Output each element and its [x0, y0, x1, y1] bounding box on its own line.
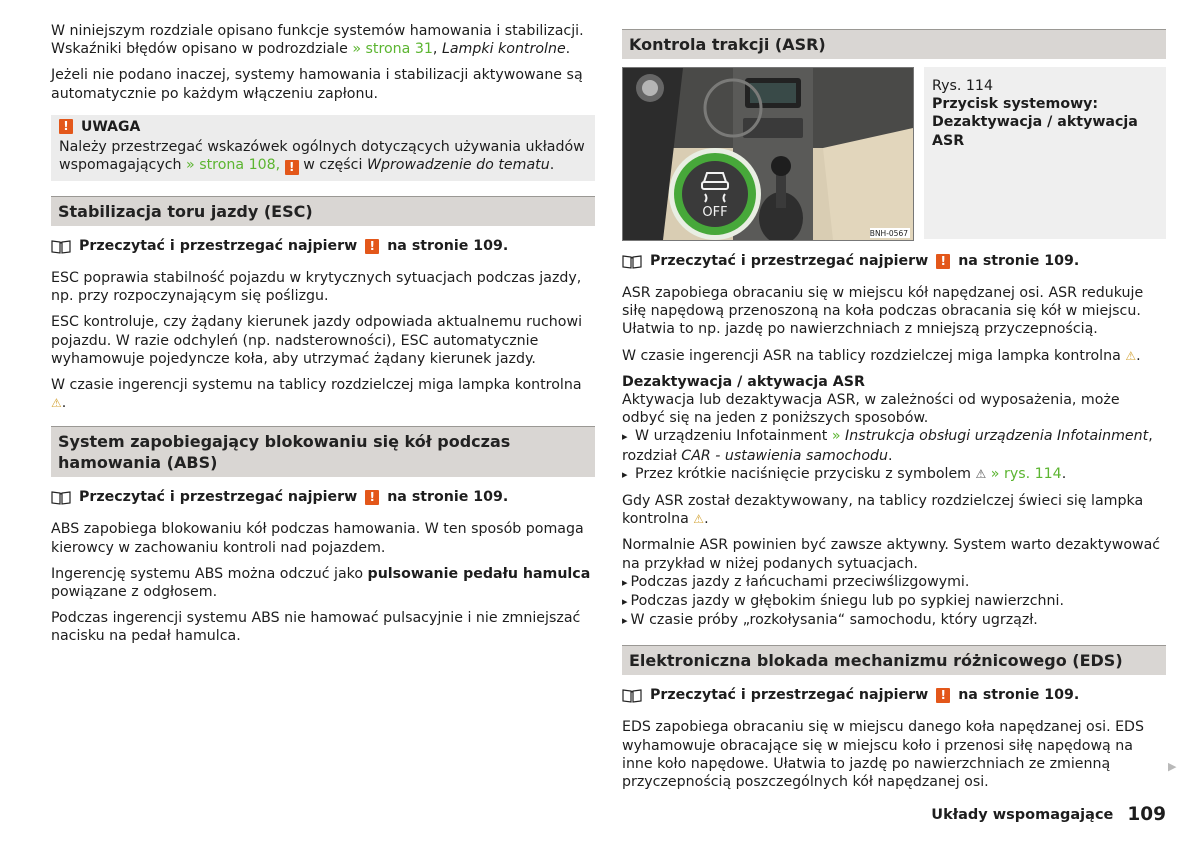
figure-code: BNH-0567: [869, 229, 908, 238]
intro-italic: Lampki kontrolne: [441, 41, 566, 58]
abs-p2-c: powiązane z odgłosem.: [51, 584, 218, 601]
figure-114: [622, 67, 1166, 241]
section-heading-eds: Elektroniczna blokada mechanizmu różnicowego (EDS): [622, 645, 1166, 675]
book-icon: [622, 688, 642, 703]
caution-link[interactable]: » strona 108,: [186, 157, 281, 174]
read-first-text: Przeczytać i przestrzegać najpierw: [650, 253, 929, 269]
read-first-note: [51, 237, 595, 255]
b2-text: Przez krótkie naciśnięcie przycisku z symbolem: [635, 465, 971, 482]
intro-paragraph: [51, 22, 595, 58]
warning-icon: !: [936, 688, 950, 703]
book-icon: [51, 239, 71, 254]
asr-button-off-label: OFF: [702, 205, 728, 220]
caution-text-b: w części: [298, 157, 367, 174]
intro-text: W niniejszym rozdziale opisano funkcje systemów hamowania i stabilizacji. Wskaźniki błędów opisano w podrozdziale: [51, 23, 584, 58]
abs-paragraph-2: [51, 565, 595, 601]
section-heading-esc: Stabilizacja toru jazdy (ESC): [51, 196, 595, 226]
asr-p4-text: Gdy ASR został dezaktywowany, na tablicy rozdzielczej świeci się lampka kontrolna: [622, 493, 1144, 528]
intro-sep: ,: [432, 41, 442, 58]
page-footer: [931, 804, 1166, 825]
asr-paragraph-5: Normalnie ASR powinien być zawsze aktywny. System warto dezaktywować na przykład w niżej podanych sytuacjach.: [622, 537, 1161, 572]
read-first-note: [51, 488, 595, 506]
caution-text: [59, 138, 587, 175]
b1-end: .: [888, 447, 893, 464]
list-item: ▸ W czasie próby „rozkołysania“ samochodu, który ugrzązł.: [622, 611, 1166, 630]
list-item: ▸ Podczas jazdy z łańcuchami przeciwślizgowymi.: [622, 573, 1166, 592]
read-first-page: na stronie 109.: [958, 687, 1080, 704]
b1-italic: Instrukcja obsługi urządzenia Infotainment: [845, 428, 1149, 445]
caution-header: [59, 119, 587, 135]
warning-icon: !: [936, 254, 950, 269]
page-link[interactable]: » strona 31: [352, 41, 433, 58]
esc-paragraph-3: W czasie ingerencji systemu na tablicy rozdzielczej miga lampka kontrolna ⚠.: [51, 377, 582, 412]
figure-number: Rys. 114: [932, 78, 993, 94]
esc-p3-text: W czasie ingerencji systemu na tablicy rozdzielczej miga lampka kontrolna: [51, 377, 582, 394]
caution-box: [51, 115, 595, 181]
warning-icon: !: [365, 490, 379, 505]
list-item: [622, 465, 1166, 484]
read-first-text: Przeczytać i przestrzegać najpierw: [650, 687, 929, 704]
abs-p2-bold: pulsowanie pedału hamulca: [367, 565, 591, 582]
traction-lamp-icon: ⚠: [693, 512, 705, 527]
book-icon: [51, 490, 71, 505]
caution-text-a: Należy przestrzegać wskazówek ogólnych dotyczących używania układów wspomagających: [59, 138, 585, 174]
read-first-note: [622, 252, 1166, 270]
intro-paragraph-2: Jeżeli nie podano inaczej, systemy hamowania i stabilizacji aktywowane są automatycznie po każdym włączeniu zapłonu.: [51, 67, 583, 102]
list-item: ▸ Podczas jazdy w głębokim śniegu lub po sypkiej nawierzchni.: [622, 592, 1166, 611]
section-heading-asr: Kontrola trakcji (ASR): [622, 29, 1166, 59]
esc-paragraph-2: ESC kontroluje, czy żądany kierunek jazdy odpowiada aktualnemu ruchowi pojazdu. W razie odchyleń (np. nadsterowności), ESC automatycznie wyhamowuje pojedyncze koła, aby utrzymać żądany kierunek jazdy.: [51, 314, 583, 367]
figure-link[interactable]: » rys. 114: [990, 465, 1062, 482]
caution-text-c: .: [549, 157, 555, 174]
section-heading-abs: System zapobiegający blokowaniu się kół podczas hamowania (ABS): [51, 426, 595, 477]
read-first-text: Przeczytać i przestrzegać najpierw: [79, 489, 358, 506]
asr-paragraph-1: ASR zapobiega obracaniu się w miejscu kół napędzanej osi. ASR redukuje siłę napędową przenoszoną na koła podczas obracania się kół w miejscu. Ułatwia to np. jazdę po nawierzchniach z mniejszą przyczepnością.: [622, 285, 1144, 338]
asr-button-photo: [622, 67, 914, 241]
b1-text-b: , rozdział: [622, 428, 1153, 464]
eds-paragraph-1: EDS zapobiega obracaniu się w miejscu danego koła napędzanej osi. EDS wyhamowuje obracające się w miejscu koło i przenosi siłę napędową na inne koło napędowe. Ułatwia to jazdę po nawierzchniach ze zmienną przyczepnością poszczególnych kół napędzanej osi.: [622, 719, 1144, 791]
page-number: 109: [1127, 804, 1166, 825]
right-column: [622, 29, 1166, 791]
read-first-page: na stronie 109.: [387, 489, 509, 506]
caution-title: UWAGA: [81, 118, 141, 135]
abs-paragraph-3: Podczas ingerencji systemu ABS nie hamować pulsacyjnie i nie zmniejszać nacisku na pedał hamulca.: [51, 610, 581, 645]
traction-lamp-icon: ⚠: [975, 466, 987, 481]
traction-lamp-icon: ⚠: [51, 396, 62, 411]
esc-paragraph-1: ESC poprawia stabilność pojazdu w krytycznych sytuacjach podczas jazdy, np. przy rozpoczynającym się poślizgu.: [51, 270, 582, 305]
read-first-note: [622, 686, 1166, 704]
list-item: [622, 427, 1166, 464]
asr-paragraph-2: W czasie ingerencji ASR na tablicy rozdzielczej miga lampka kontrolna ⚠.: [622, 347, 1141, 364]
read-first-page: na stronie 109.: [387, 238, 509, 255]
warning-icon: !: [365, 239, 379, 254]
asr-paragraph-3: Aktywacja lub dezaktywacja ASR, w zależności od wyposażenia, może odbyć się na jeden z poniższych sposobów.: [622, 392, 1120, 427]
read-first-text: Przeczytać i przestrzegać najpierw: [79, 238, 358, 255]
b1-italic-2: CAR - ustawienia samochodu: [681, 447, 888, 464]
intro-end: .: [565, 41, 571, 58]
asr-p2-text: W czasie ingerencji ASR na tablicy rozdzielczej miga lampka kontrolna: [622, 347, 1121, 364]
b1-text: W urządzeniu Infotainment: [635, 428, 832, 445]
abs-paragraph-1: ABS zapobiega blokowaniu kół podczas hamowania. W ten sposób pomaga kierowcy w zachowaniu kontroli nad pojazdem.: [51, 521, 584, 556]
abs-p2-a: Ingerencję systemu ABS można odczuć jako: [51, 565, 368, 582]
b2-end: .: [1061, 465, 1067, 482]
asr-subheading: Dezaktywacja / aktywacja ASR: [622, 373, 865, 390]
asr-paragraph-4: Gdy ASR został dezaktywowany, na tablicy rozdzielczej świeci się lampka kontrolna ⚠.: [622, 493, 1144, 528]
caution-italic: Wprowadzenie do tematu: [366, 157, 550, 174]
book-icon: [622, 254, 642, 269]
chapter-title: Układy wspomagające: [931, 806, 1114, 823]
warning-icon: !: [285, 160, 299, 175]
traction-lamp-icon: ⚠: [1125, 348, 1137, 363]
figure-title: Przycisk systemowy: Dezaktywacja / aktywacja ASR: [932, 96, 1138, 149]
read-first-page: na stronie 109.: [958, 253, 1080, 269]
b1-link[interactable]: »: [831, 428, 846, 445]
left-column: [51, 22, 595, 646]
next-page-arrow-icon: ▶: [1168, 760, 1177, 773]
figure-caption: [924, 67, 1166, 239]
warning-icon: !: [59, 119, 73, 134]
dashboard-illustration: [623, 68, 913, 240]
